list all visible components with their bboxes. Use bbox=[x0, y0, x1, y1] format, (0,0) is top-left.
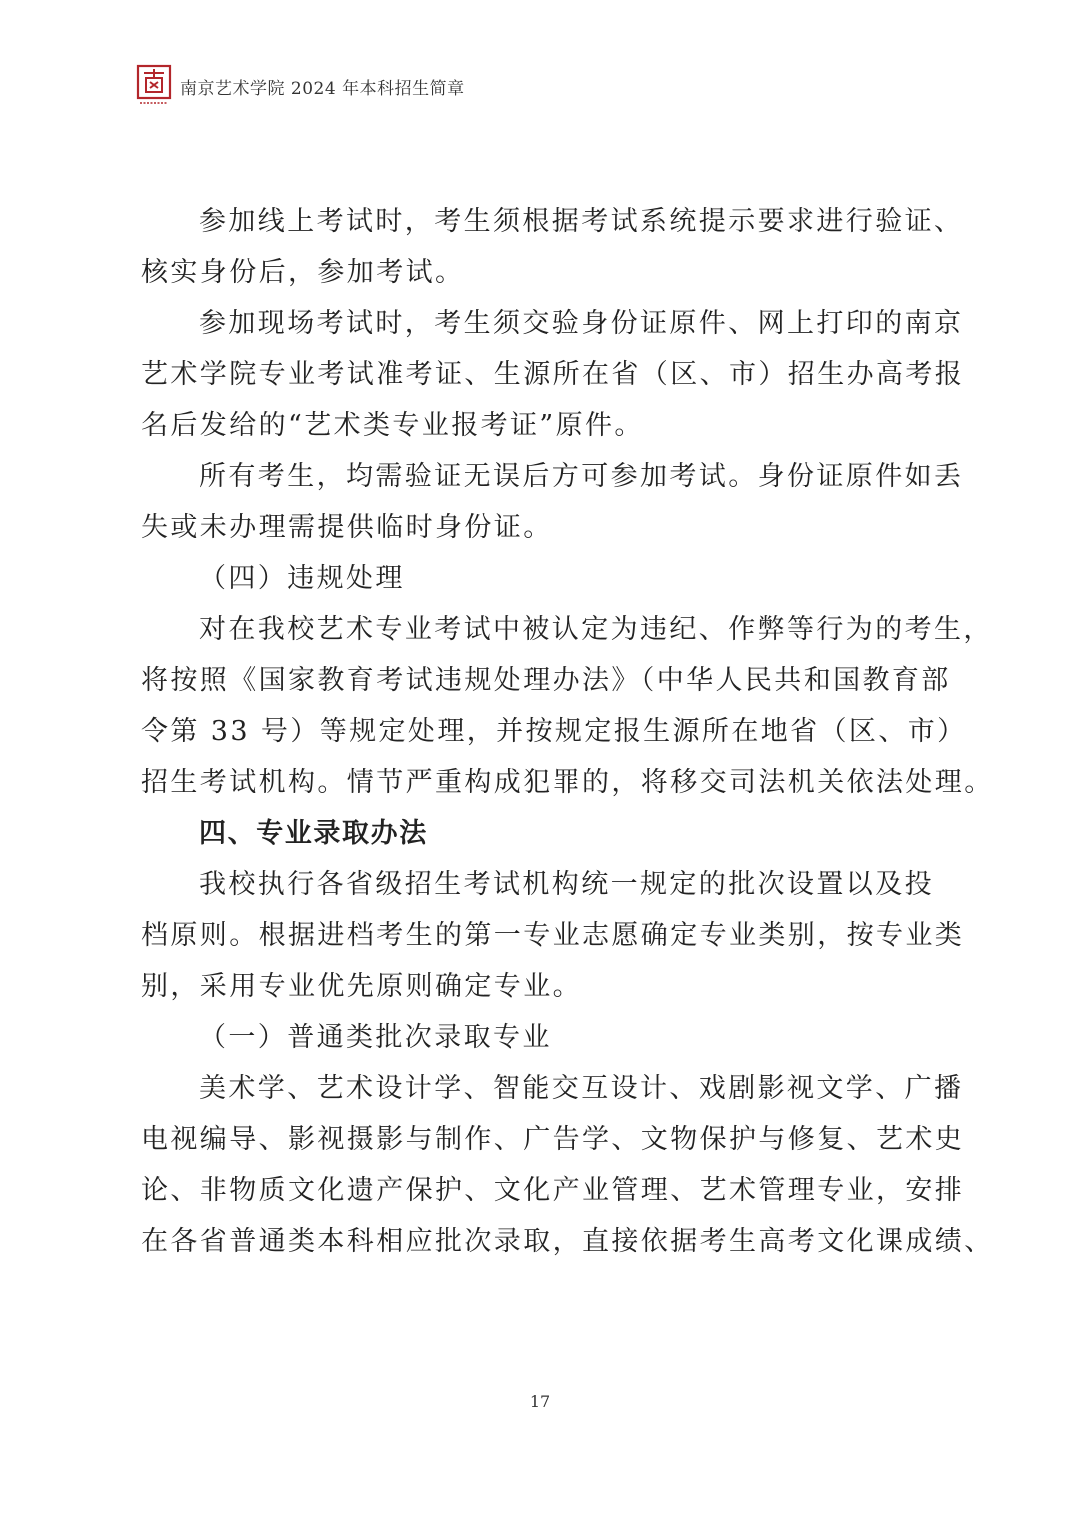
text-line: 参加线上考试时，考生须根据考试系统提示要求进行验证、 bbox=[199, 206, 964, 237]
document-body bbox=[141, 196, 994, 1267]
text-line: 美术学、艺术设计学、智能交互设计、戏剧影视文学、广播 bbox=[199, 1073, 964, 1104]
subsection-heading: （四）违规处理 bbox=[199, 563, 405, 594]
text-line: 名后发给的“艺术类专业报考证”原件。 bbox=[141, 410, 644, 441]
university-logo-icon bbox=[136, 64, 172, 108]
text-line: 别，采用专业优先原则确定专业。 bbox=[141, 971, 582, 1002]
text-line: 核实身份后，参加考试。 bbox=[141, 257, 465, 288]
text-line: 艺术学院专业考试准考证、生源所在省（区、市）招生办高考报 bbox=[141, 359, 965, 390]
text-line: 在各省普通类本科相应批次录取，直接依据考生高考文化课成绩、 bbox=[141, 1226, 994, 1257]
text-line: 参加现场考试时，考生须交验身份证原件、网上打印的南京 bbox=[199, 308, 964, 339]
subsection-heading: （一）普通类批次录取专业 bbox=[199, 1022, 552, 1053]
header-title: 南京艺术学院 2024 年本科招生简章 bbox=[180, 78, 465, 99]
text-line: 档原则。根据进档考生的第一专业志愿确定专业类别，按专业类 bbox=[141, 920, 965, 951]
text-line: 论、非物质文化遗产保护、文化产业管理、艺术管理专业，安排 bbox=[141, 1175, 965, 1206]
page-header bbox=[136, 64, 465, 108]
text-line: 对在我校艺术专业考试中被认定为违纪、作弊等行为的考生， bbox=[199, 614, 993, 645]
text-line: 将按照《国家教育考试违规处理办法》（中华人民共和国教育部 bbox=[141, 665, 951, 696]
text-line: 失或未办理需提供临时身份证。 bbox=[141, 512, 553, 543]
text-line: 招生考试机构。情节严重构成犯罪的，将移交司法机关依法处理。 bbox=[141, 767, 994, 798]
text-line: 令第 33 号）等规定处理，并按规定报生源所在地省（区、市） bbox=[141, 716, 967, 747]
text-line: 所有考生，均需验证无误后方可参加考试。身份证原件如丢 bbox=[199, 461, 964, 492]
section-heading: 四、专业录取办法 bbox=[199, 818, 428, 849]
page-number: 17 bbox=[529, 1392, 551, 1411]
text-line: 电视编导、影视摄影与制作、广告学、文物保护与修复、艺术史 bbox=[141, 1124, 965, 1155]
text-line: 我校执行各省级招生考试机构统一规定的批次设置以及投 bbox=[199, 869, 934, 900]
